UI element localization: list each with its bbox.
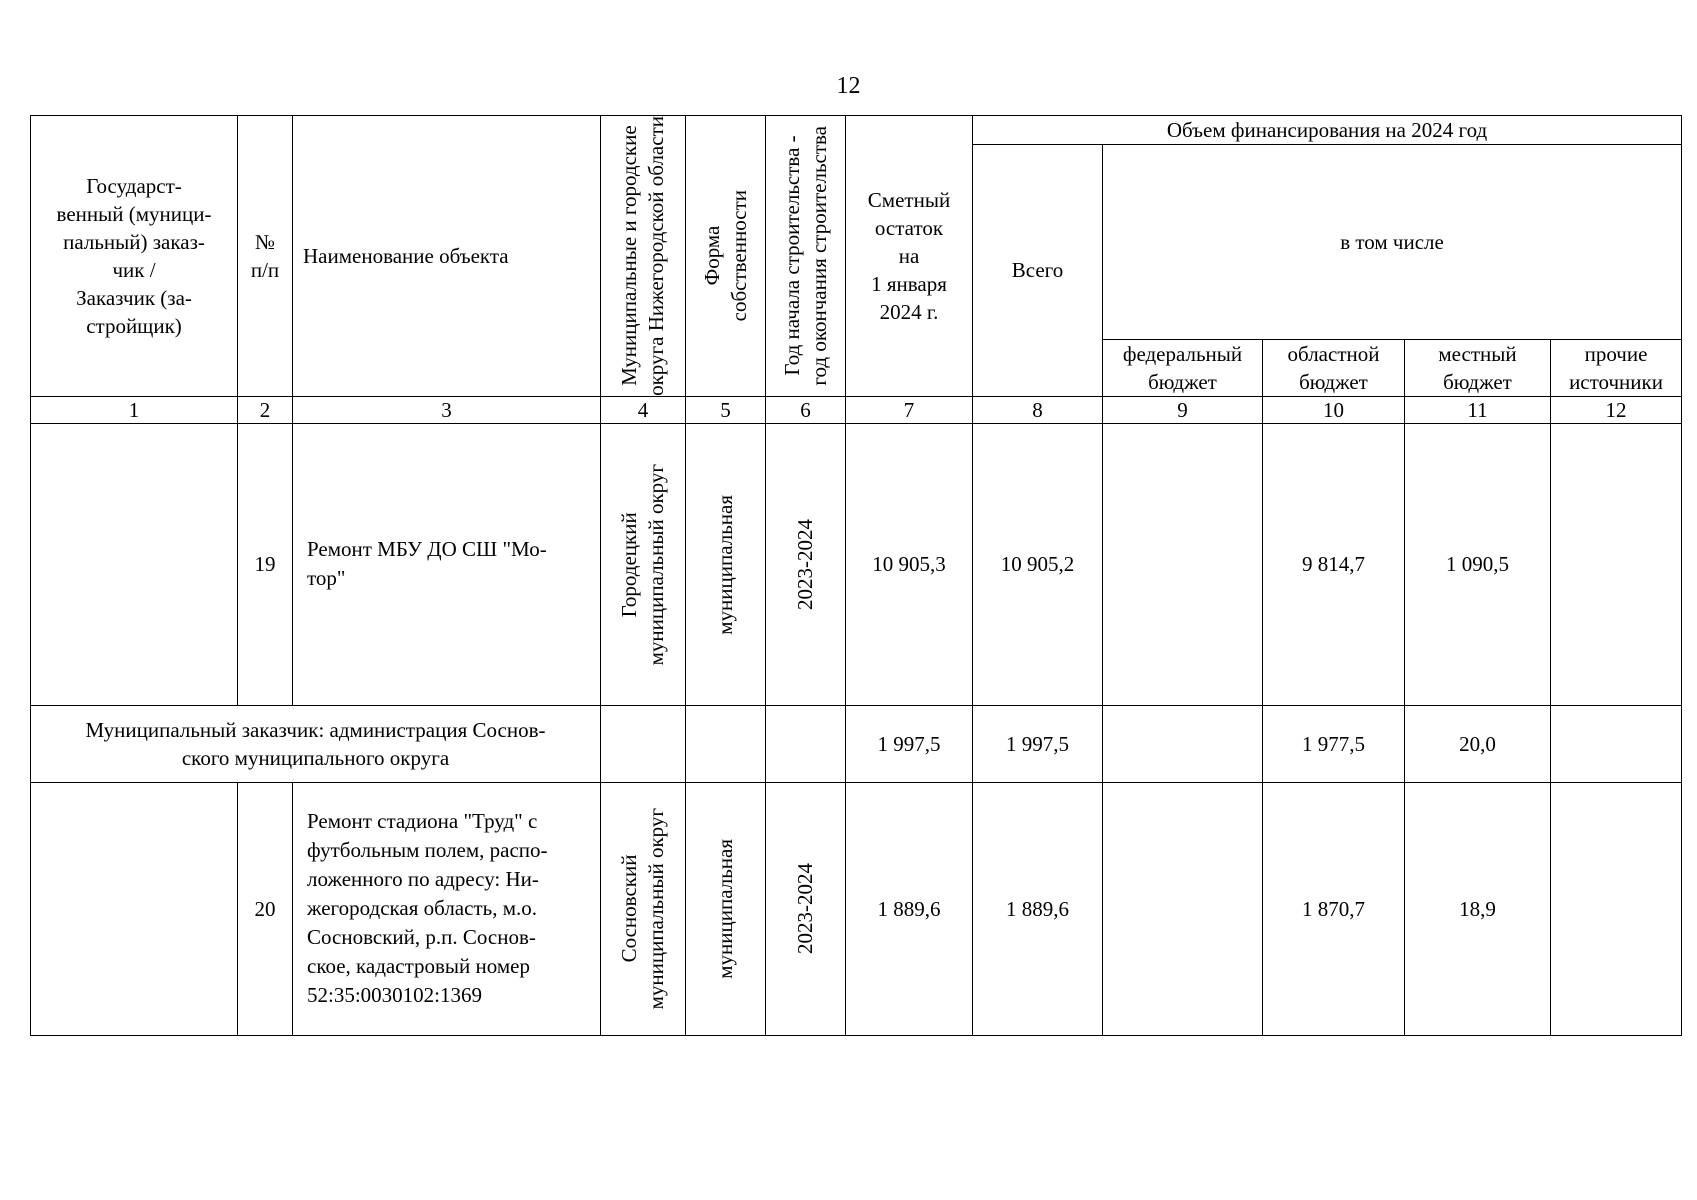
column-number: 8 (973, 396, 1103, 423)
investment-program-table (30, 115, 1682, 1036)
header-federal: федеральный бюджет (1103, 339, 1263, 396)
years-cell: 2023-2024 (766, 423, 846, 705)
estimate-cell: 1 889,6 (846, 782, 973, 1035)
header-other: прочие источники (1551, 339, 1682, 396)
header-regional: областной бюджет (1263, 339, 1405, 396)
column-number: 9 (1103, 396, 1263, 423)
total-cell: 1 889,6 (973, 782, 1103, 1035)
local-cell: 20,0 (1405, 705, 1551, 782)
customer-row (31, 705, 1682, 782)
ownership-cell: муниципальная (686, 782, 766, 1035)
column-number: 11 (1405, 396, 1551, 423)
header-municipality: Муниципальные и городские округа Нижегородской области (601, 116, 686, 397)
row-number: 20 (238, 782, 293, 1035)
page-number: 12 (836, 73, 861, 99)
header-including: в том числе (1103, 145, 1682, 340)
column-number: 3 (293, 396, 601, 423)
row-number: 19 (238, 423, 293, 705)
column-number: 7 (846, 396, 973, 423)
other-cell (1551, 782, 1682, 1035)
header-customer: Государст- венный (муници- пальный) заказ- чик / Заказчик (за- стройщик) (31, 116, 238, 397)
table-row (31, 782, 1682, 1035)
header-row-number: № п/п (238, 116, 293, 397)
column-number: 5 (686, 396, 766, 423)
total-cell: 1 997,5 (973, 705, 1103, 782)
years-cell (766, 705, 846, 782)
header-object-name: Наименование объекта (293, 116, 601, 397)
other-cell (1551, 423, 1682, 705)
local-cell: 18,9 (1405, 782, 1551, 1035)
total-cell: 10 905,2 (973, 423, 1103, 705)
estimate-cell: 10 905,3 (846, 423, 973, 705)
column-number: 4 (601, 396, 686, 423)
customer-label: Муниципальный заказчик: администрация Соснов- ского муниципального округа (31, 705, 601, 782)
column-number: 10 (1263, 396, 1405, 423)
table-row (31, 423, 1682, 705)
header-local: местный бюджет (1405, 339, 1551, 396)
years-cell: 2023-2024 (766, 782, 846, 1035)
header-estimate: Сметный остаток на 1 января 2024 г. (846, 116, 973, 397)
federal-cell (1103, 423, 1263, 705)
column-number: 1 (31, 396, 238, 423)
header-ownership: Форма собственности (686, 116, 766, 397)
column-numbers-row (31, 396, 1682, 423)
estimate-cell: 1 997,5 (846, 705, 973, 782)
column-number: 6 (766, 396, 846, 423)
federal-cell (1103, 782, 1263, 1035)
regional-cell: 1 870,7 (1263, 782, 1405, 1035)
ownership-cell: муниципальная (686, 423, 766, 705)
municipality-cell (601, 705, 686, 782)
other-cell (1551, 705, 1682, 782)
ownership-cell (686, 705, 766, 782)
customer-cell (31, 423, 238, 705)
regional-cell: 9 814,7 (1263, 423, 1405, 705)
column-number: 2 (238, 396, 293, 423)
customer-cell (31, 782, 238, 1035)
header-total: Всего (973, 145, 1103, 397)
column-number: 12 (1551, 396, 1682, 423)
municipality-cell: Городецкий муниципальный округ (601, 423, 686, 705)
object-name: Ремонт стадиона "Труд" с футбольным полем, распо- ложенного по адресу: Ни- жегородская область, м.о. Сосновский, р.п. Соснов- ское, кадастровый номер 52:35:0030102:1369 (293, 782, 601, 1035)
municipality-cell: Сосновский муниципальный округ (601, 782, 686, 1035)
local-cell: 1 090,5 (1405, 423, 1551, 705)
federal-cell (1103, 705, 1263, 782)
header-years: Год начала строительства - год окончания строительства (766, 116, 846, 397)
object-name: Ремонт МБУ ДО СШ "Мо- тор" (293, 423, 601, 705)
regional-cell: 1 977,5 (1263, 705, 1405, 782)
header-funding-group: Объем финансирования на 2024 год (973, 116, 1682, 145)
